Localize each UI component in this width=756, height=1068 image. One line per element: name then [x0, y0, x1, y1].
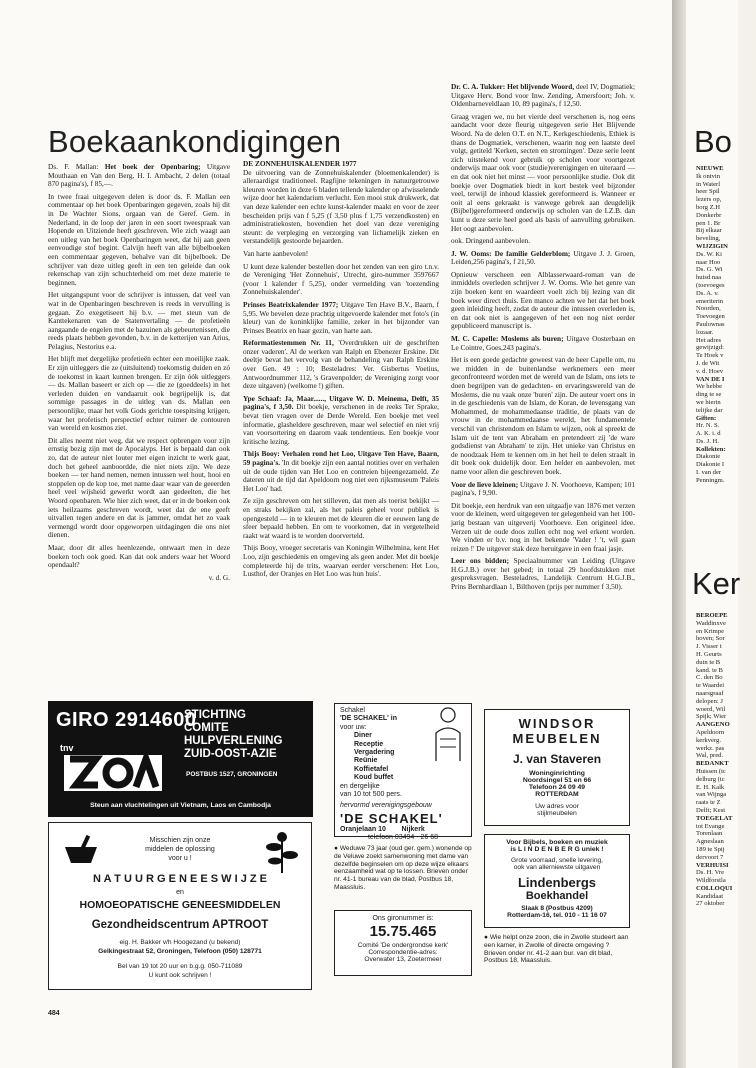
signature: v. d. G.	[208, 572, 230, 582]
right-text-line: I. van der	[696, 469, 722, 477]
ad-line: voor uw:	[340, 723, 367, 731]
right-section-heading: WIJZIGIN	[696, 242, 728, 250]
review-tukker: Dr. C. A. Tukker: Het blijvende Woord, deel IV, Dogmatiek; Uitgave Herv. Bond voor Inw. Zending, Amersfoort; Joh. v. Oldenbarneveldlaan 10, 89 pagina's, f 12,50.	[451, 82, 635, 109]
right-text-line: Kandidaat	[696, 892, 724, 900]
right-text-line: werkz. pas	[696, 744, 725, 752]
ad-line: Ons gironummer is:	[372, 915, 434, 922]
ad-line: en	[176, 889, 184, 896]
right-text-line: kand. te B	[696, 666, 723, 674]
right-text-line: Noorden,	[696, 305, 721, 313]
right-text-line: Diakonie I	[696, 461, 725, 469]
ad-line: Schakel	[340, 707, 365, 714]
postbus-text: POSTBUS 1527, GRONINGEN	[186, 771, 278, 778]
right-text-line: heer Spil	[696, 188, 720, 196]
ad-line: Rotterdam-16, tel. 010 - 11 16 07	[507, 912, 607, 919]
right-text-line: Paulownas	[696, 320, 725, 328]
ad-line: Grote voorraad, snelle levering,	[511, 857, 603, 864]
right-text-line: E. H. Kalk	[696, 783, 725, 791]
ad-heading: Boekhandel	[525, 890, 589, 902]
right-text-line: duin te B	[696, 658, 721, 666]
right-section-heading: NIEUWE	[696, 165, 724, 172]
right-text-line: Wildforstla	[696, 877, 726, 885]
paragraph: Ze zijn geschreven om het stilleven, dat men als toerist bekijkt — en straks bekijken zal, als het paleis geheel voor publiek is opengesteld — in te kleuren met de kleuren die er eeuwen lang de sfeer bepaald hebben. En om te voorkomen, dat in vergetelheid raakt wat waard is te worden doorverteld.	[243, 496, 439, 540]
right-text-line: Ds. W. Ki	[696, 250, 723, 258]
classified-wie-helpt: ● Wie helpt onze zoon, die in Zwolle studeert aan een kamer, in Zwolle of directe omgeving ? Brieven onder nr. 41-2 aan bur. van dit blad, Postbus 18, Maassluis.	[484, 934, 629, 965]
right-text-line: naar Hoo	[696, 258, 721, 266]
right-text-line: en Krimpe	[696, 627, 725, 635]
column-3	[451, 83, 635, 679]
ad-line: ROTTERDAM	[535, 791, 579, 798]
right-text-line: woerd, Wil	[696, 705, 726, 713]
right-text-line: borg Z.H	[696, 203, 721, 211]
right-text-line: naarsgraaf	[696, 689, 724, 697]
right-section-heading: BEROEPE	[696, 612, 728, 619]
ad-line: Uw adres voor	[535, 803, 579, 810]
review-reformatiestemmen: Reformatiestemmen Nr. 11, 'Overdrukken uit de geschriften onzer vaderen'. Al de werken van Ralph en Ebenezer Erskine. Dit deeltje bevat het vervolg van de behandeling van Ralph Erskine over Gen. 49 : 10; Besteladres: Ver. Gisbertus Voetius, Antwoordnummer 112, 's Gravenpolder; de Vereniging zorgt voor deze uitgaven) (welkome !) giften.	[243, 338, 439, 391]
right-text-line: van Wijnga	[696, 791, 727, 799]
right-section-heading: Kollekten:	[696, 445, 726, 453]
right-text-line: Hr. N. S.	[696, 422, 720, 430]
right-text-line: Penningm.	[696, 476, 725, 484]
classified-weduwe: ● Weduwe 73 jaar (oud ger. gem.) wonende op de Veluwe zoekt samenwoning met dame van dezelfde beginselen om op deze wijze elkaars eenzaamheid wat op te lossen. Brieven onder nr. 41-1 bureau van de blad, Postbus 18, Maassluis.	[334, 845, 472, 891]
right-text-line: Ds. J. H.	[696, 437, 719, 445]
right-page-title-2: Ker	[692, 566, 741, 601]
ad-line: Voor Bijbels, boeken en muziek	[506, 839, 608, 846]
ad-line: Overwater 13, Zoetermeer	[364, 956, 442, 963]
review-leer-ons-bidden: Leer ons bidden; Speciaalnummer van Leiding (Uitgave H.G.J.B.) over het gebed; in totaal 29 hoofdstukken met gespreksvragen. Besteladres, Landelijk Centrum H.G.J.B., Prins Bernhardlaan 1, Bilthoven (prijs per nummer f 3,50).	[451, 556, 636, 592]
ad-line: Woninginrichting	[529, 770, 585, 777]
right-text-line: in Waterl	[696, 180, 721, 188]
windsor-advertisement	[484, 709, 630, 826]
paragraph: ook. Dringend aanbevolen.	[451, 236, 531, 246]
zoa-logo-icon	[58, 737, 168, 793]
right-text-line: Ds. A. v.	[696, 289, 719, 297]
right-text-line: ding te se	[696, 391, 722, 399]
ad-line: Slaak 8 (Postbus 4209)	[521, 905, 593, 912]
ad-line: Correspondentie-adres:	[368, 949, 438, 956]
ad-line: en dergelijke	[340, 782, 380, 790]
right-text-line: Apeldoorn	[696, 728, 725, 736]
ad-heading: J. van Staveren	[512, 752, 602, 766]
right-text-line: Spijk; Wier	[696, 713, 727, 721]
ad-line: middelen de oplossing	[145, 846, 215, 853]
right-text-line: C. den Bo	[696, 674, 723, 682]
ad-line: U kunt ook schrijven !	[148, 972, 212, 979]
page-gutter	[672, 0, 686, 1068]
paragraph: U kunt deze kalender bestellen door het zenden van een giro t.n.v. de Vereniging 'Het Zonnehuis', Utrecht, giro-nummer 3597667 (voor 1 kalender f 5,25), onder vermelding van 'toezending Zonnehuiskalender'.	[243, 261, 439, 297]
right-section-heading: AANGENO	[696, 721, 730, 729]
zoa-advertisement	[48, 701, 313, 817]
ad-line: van 10 tot 500 pers.	[340, 791, 402, 799]
ad-heading: MEUBELEN	[512, 731, 602, 746]
right-text-line: te Waardei	[696, 682, 725, 690]
right-text-line: beveling,	[696, 235, 721, 243]
right-section-heading: VERHUISI	[696, 861, 729, 869]
review-beatrix: Prinses Beatrixkalender 1977; Uitgave Ten Have B.V., Baarn, f 5,95. We bevelen deze prachtig uitgevoerde kalender met foto's (in kleur) van de koninklijke familie, zeker in het bijzonder van Prinses Beatrix en haar gezin, van harte aan.	[243, 299, 439, 335]
ad-line: Gelkingestraat 52, Groningen, Telefoon (050) 128771	[98, 948, 262, 955]
giro-number: 15.75.465	[369, 923, 437, 940]
ad-line: is L I N D E N B E R G uniek !	[510, 846, 604, 853]
right-text-line: Wal, pred.	[696, 752, 724, 760]
paragraph: Het is een goede gedachte geweest van de heer Capelle om, nu we midden in de buitenlandse werknemers een meer geconfronteerd worden met de wereld van de Islam, ons iets te doen begrijpen van de gedachten- en ervaringswereld van de Moslems, die nu vaak onze 'buren' zijn. De auteur voert ons in in de geschiedenis van de Islam, de Koran, de levensgang van Mohammed, de mohammedaanse traditie, de plaats van de vrouw in de mohammedaanse wereld, het fundamentele verschil van christendom en Islam te wijzen, ook al spreekt de Islam uit de tent van Abraham en pretendeert zij 'de ware godsdienst van Abraham' te zijn. Het unieke van Christus en de noodzaak Hem te kennen om in het heil te delen straalt in dit boek ook duidelijk door. Een helder en aanbevolen, met name voor allen die geschreven boek.	[451, 355, 635, 476]
ad-line: eig. H. Bakker v/h Hoogezand (u bekend)	[119, 939, 241, 946]
right-text-line: 27 oktober	[696, 900, 725, 908]
right-text-line: A. K. i. d	[696, 430, 721, 438]
right-text-line: raats te Z	[696, 799, 721, 807]
right-text-line: tot Evange	[696, 822, 725, 830]
right-text-line: Agneslaan	[696, 838, 724, 846]
right-section-heading: VAN DE I	[696, 375, 725, 383]
right-text-line: Donkerbr	[696, 211, 722, 219]
right-text-line: telijke dar	[696, 406, 723, 414]
giro-number: GIRO 2914600	[56, 709, 197, 731]
right-text-line: Te Hoek v	[696, 352, 724, 360]
right-text-line: we hierin	[696, 398, 721, 406]
ad-line: voor u !	[168, 855, 192, 862]
page-number: 484	[48, 1010, 60, 1017]
paragraph: Maar, door dit alles heenlezende, ontwaart men in deze boeken toch ook goed. Kan dat ook anders waar het Woord opendaalt?	[48, 542, 230, 570]
right-text-line: Huissen (tc	[696, 767, 726, 775]
right-text-line: hoven; Sor	[696, 635, 725, 643]
right-text-line: dervoort 7	[696, 853, 724, 861]
right-text-line: Ds. G. Wi	[696, 266, 723, 274]
ad-line: hervormd verenigingsgebouw	[340, 802, 432, 810]
review-het-loo: Thijs Booy: Verhalen rond het Loo, Uitgave Ten Have, Baarn, 59 pagina's. 'In dit boekje zijn een aantal notities over en verhalen uit de oude tijden van Het Loo en contreien bijeengezameld. Ze dateren uit de tijd dat Apeldoorn nog niet een rijksmuseum 'Paleis Het Loo' had.	[243, 449, 439, 493]
right-text-line: delburg (tc	[696, 775, 725, 783]
ad-line: stijlmeubelen	[537, 810, 577, 817]
right-page-title: Bo	[694, 124, 732, 159]
steun-text: Steun aan vluchtelingen uit Vietnam, Laos en Cambodja	[90, 802, 271, 809]
ad-line: Noordsingel 51 en 66	[522, 777, 592, 784]
right-text-line: We hebbe	[696, 383, 723, 391]
ad-heading: N A T U U R G E N E E S W I J Z E	[93, 873, 267, 885]
ad-line: 'DE SCHAKEL' in	[340, 715, 397, 723]
paragraph: Dit boekje, een herdruk van een uitgaafje van 1876 met verzen voor de kleinen, werd uitgegeven ter gelegenheid van het 100-jarig bestaan van uitgeverij Voorhoeve. Een origineel idee. Verzen uit de oude doos zullen echt nog wel erkent worden. We vinden er b.v. nog in het bekende 'Vader ! 't, wil gaan reizen !' De uitgever stak deze heruitgave in een fraai jasje.	[451, 500, 635, 553]
right-text-line: Bij elkaar	[696, 227, 722, 235]
right-text-line: Toevoegen	[696, 313, 725, 321]
right-text-line: 189 te Spij	[696, 845, 725, 853]
right-text-line: delopen: J	[696, 697, 723, 705]
ad-heading: Gezondheidscentrum APTROOT	[91, 919, 269, 931]
ad-line: Oranjelaan 10 Nijkerk	[340, 825, 425, 833]
right-text-line: Torenlaan	[696, 830, 723, 838]
svg-text:tnv: tnv	[60, 743, 74, 753]
paragraph: Van harte aanbevolen!	[243, 248, 309, 258]
right-text-line: lezers op,	[696, 196, 722, 204]
paragraph: Thijs Booy, vroeger secretaris van Koningin Wilhelmina, kent Het Loo, zijn geschiedenis en omgeving als geen ander. Met dit boekje completeerde hij de trits, waarvan eerder verschenen: Het Loo, Lusthof, der Oranjes en Het Loo was hun huis'.	[243, 543, 439, 579]
review-ooms: J. W. Ooms: De familie Gelderblom; Uitgave J. J. Groen, Leiden,256 pagina's, f 21,50.	[451, 248, 635, 267]
right-text-line: Ik ontvin	[696, 172, 720, 180]
page-title: Boekaankondigingen	[48, 124, 342, 159]
right-text-line: J. de Wit	[696, 359, 720, 367]
right-page-column-bottom	[696, 612, 756, 908]
right-text-line: gewijzigd:	[696, 344, 724, 352]
ad-heading: HOMOEOPATISCHE GENEESMIDDELEN	[79, 899, 281, 911]
ad-heading: WINDSOR	[518, 716, 596, 731]
right-section-heading: Giften:	[696, 414, 717, 422]
review-zonnehuis: DE ZONNEHUISKALENDER 1977 De uitvoering van de Zonnehuiskalender (bloemenkalender) is alleraardigst traditioneel. Ragfijne tekeningen in natuurgetrouwe kleuren worden in deze 6 bladen tellende kalender op afwisselende wijze door het kalendarium verlucht. Een mooi stuk drukwerk, dat van deze kalender een echte kunst-kalender maakt en voor de zeer bescheiden prijs van f 5,25 (f 3,50 plus f 1,75 verzendkosten) en administratiekosten, bovendien het doel van deze vereniging steunt: de verpleging en verzorging van lichamelijk zieken en verstandelijk gestoorde bejaarden.	[243, 159, 439, 246]
right-text-line: huisd naa	[696, 274, 722, 282]
ad-line: telefoon 03494 - 26 68	[367, 834, 439, 842]
stichting-block: STICHTING COMITE HULPVERLENING ZUID-OOST-AZIE	[184, 709, 283, 760]
ad-line: Misschien zijn onze	[149, 837, 211, 844]
right-text-line: kerkverg.	[696, 736, 721, 744]
review-ja-maar: Ype Schaaf: Ja, Maar......, Uitgave W. D. Meinema, Delft, 35 pagina's, f 3,50. Dit boekje, verschenen in de reeks Ter Sprake, bevat tien vragen over de Derde Wereld. Een boekje met veel informatie, glasheldere geschreven, maar wel selectief en niet vrij van voorsortering en daarom vaak tendentieus. Een boekje voor kritische lezing.	[243, 393, 439, 446]
right-text-line: Het adres	[696, 336, 722, 344]
right-text-line: lozaar.	[696, 328, 714, 336]
right-text-line: Delft; Kest	[696, 806, 726, 814]
lindenbergs-advertisement	[484, 834, 630, 928]
review-capelle: M. C. Capelle: Moslems als buren; Uitgave Oosterbaan en Le Cointre, Goes,243 pagina's.	[451, 334, 636, 352]
right-text-line: H. Geurts	[696, 650, 722, 658]
right-text-line: Ds. H. Vre	[696, 869, 725, 877]
ad-line: Comité 'De ondergrondse kerk'	[357, 942, 449, 949]
column-2	[243, 160, 439, 660]
right-section-heading: BEDANKT	[696, 760, 729, 768]
ad-heading: Lindenbergs	[517, 875, 596, 890]
hand-drawing-icon	[430, 705, 466, 763]
ad-line: Bel van 19 tot 20 uur en b.g.g. 050-711089	[117, 963, 243, 970]
right-section-heading: TOEGELAT	[696, 814, 733, 822]
giro-onderg-kerk-advertisement	[334, 910, 472, 976]
paragraph: In twee fraai uitgegeven delen is door ds. F. Mallan een commentaar op het boek Openbaringen gegeven, zoals hij dit in De Wachter Sions, orgaan van de Geref. Gem. in Nederland, in de loop der jaren in een soort tweespraak van Hopende en Uitziende heeft geschreven. Wie zich waagt aan een uitleg van het boek Openbaringen weet, dat hij aan geen eenvoudige stof begint. Calvijn heeft van alle bijbelboeken een commentaar gegeven, behalve van dit bijbelboek. De schrijver van deze uitleg geeft in een ten geleide dan ook rekenschap van zijn schuchterheid om met deze materie te beginnen.	[48, 191, 230, 287]
review-mallan: Ds. F. Mallan: Het boek der Openbaring; Uitgave Mouthaan en Van den Berg, H. I. Ambacht, 2 delen (totaal 870 pagina's), f 85,—.	[48, 162, 230, 189]
right-text-line: emeriterin	[696, 297, 724, 305]
right-section-heading: COLLOQUI	[696, 884, 733, 892]
review-lieve-kleinen: Voor de lieve kleinen; Uitgave J. N. Voorhoeve, Kampen; 101 pagina's, f 9,90.	[451, 479, 635, 498]
paragraph: Het blijft met dergelijke profetieën echter een moeilijke zaak. Er zijn uitleggers die ze (uitsluitend) toekomstig duiden en zó de toekomst in kaart kunnen brengen. Er zijn óók uitleggers — ds. Mallan baseert er zich op — die ze (goeddeels) in het verleden duiden en vandaaruit ook begrijpelijk is, dat sommige passages in de uitleg van ds. Mallan een persoonlijke, maar het volk Gods gerichte toespitsing krijgen, waar het profetisch perspectief echter ruimer de contouren van wereld en kosmos ziet.	[48, 354, 230, 433]
paragraph: Opnieuw verscheen een Alblasserwaard-roman van de inmiddels overleden schrijver J. W. Ooms. Wie het genre van zijn boeken kent en waardeert voelt zich bij lezing van dit boek weer direct thuis. Een manco achten we het dat het boek geen inleiding heeft, zodat de auteur die intussen overleden is, en dat ook niet is aangegeven of het een nog niet eerder gepubliceerd manuscript is.	[451, 269, 635, 331]
right-text-line: Diakonie	[696, 453, 721, 461]
ad-line: Telefoon 24 09 49	[528, 784, 586, 791]
paragraph: Graag vragen we, nu het vierde deel verschenen is, nog eens aandacht voor deze fleurig uitgegeven serie Het Blijvende Woord. Na de delen O.T. en N.T., Kerkgeschiedenis, Ethiek is thans de Dogmatiek, verschenen, waarin nog een laatste deel volgt, getiteld 'Kerken, secten en stromingen'. Deze serie leent zich uitstekend voor gebruik op scholen voor voortgezet onderwijs maar ook voor (studie)verenigingen en uiteraard — en dat ook niet het minst — voor persoonlijke studie. Ook dit boekje over Dogmatiek biedt in kort bestek veel bijzonder veel, terwijl de inhoud klassiek gereformeerd is. Wanneer er ooit al eens gekraakt is vanwege gebrek aan deugdelijk (Bijbel)gereformeerd onderwijs op scholen van de I.Z.B. dan kunt u deze serie heel goed als basis of aanvulling gebruiken. Het oogt aanbevolen.	[451, 111, 635, 233]
right-page-column-top	[696, 165, 756, 485]
right-text-line: J. Visser t	[696, 643, 722, 651]
right-text-line: v. d. Hoev	[696, 367, 724, 375]
schakel-items: Diner Receptie Vergadering Reünie Koffietafel Koud buffet	[354, 732, 395, 782]
paragraph: Het uitgangspunt voor de schrijver is intussen, dat veel van wat in de Openbaringen beschreven is reeds in vervulling is gegaan. Zo exegetiseert hij b.v. — met steun van de Kanttekenaren van de Statenvertaling — de profetieën aangaande de engelen met de bazuinen als gebeurtenissen, die reeds plaats hebben gevonden, b.v. in de ketterijen van Arius, Pelagius, Nestorius e.a.	[48, 290, 230, 351]
column-1	[48, 163, 230, 688]
right-text-line: Waddinxve	[696, 619, 726, 627]
right-text-line: (toevoeges	[696, 281, 725, 289]
right-page	[686, 0, 741, 1068]
ad-line: ook van allerniewste uitgaven	[513, 864, 601, 871]
paragraph: Dit alles neemt niet weg, dat we respect opbrengen voor zijn ernstig bezig zijn met de Apocalyps. Het is bepaald dan ook zo, dat de auteur niet louter met eigen inzicht te werk gaat, doch het geheel aanboordde, die niet niets zijn. We deze boeken — ter hand nemen, nemen intussen wel hout, hooi en stoppelen op de kop toe, met name daar waar van de geeerden heel veel wijsheid gewerkt wordt aan gedeelten, die het Woord openbaren. Wie hier zich weet, dat er in de boeken ook iets heilzaams geschreven wordt, weet dat de ene geeft uitvallen tegen andere en dat is jammer, omdat het zo vaak vermengd wordt door opgeworpen uitdagingen die ons niet dienen.	[48, 435, 230, 540]
homeopathy-advertisement	[48, 822, 312, 990]
schakel-name: 'DE SCHAKEL'	[340, 810, 443, 826]
right-text-line: pen 1. Br	[696, 219, 721, 227]
